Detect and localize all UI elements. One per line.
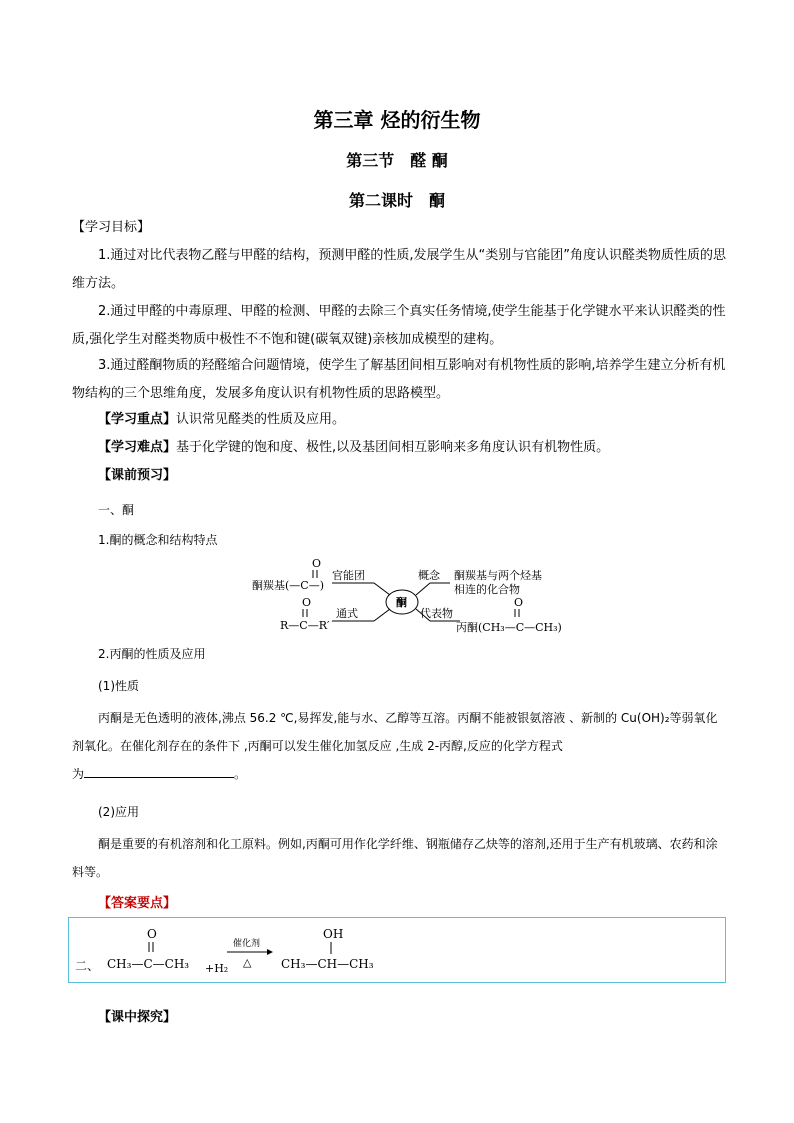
product-oh: OH [323,927,344,941]
reaction-equation [69,918,725,982]
arrow-head [267,949,273,955]
fg-line-b [374,583,390,595]
part1-heading: 一、酮 [98,503,135,517]
sub2a-heading: (1)性质 [98,679,139,693]
sub2-heading: 2.丙酮的性质及应用 [98,647,206,661]
difficulty-text: 基于化学键的饱和度、极性,以及基团间相互影响来多角度认识有机物性质。 [176,440,610,455]
catalyst-label: 催化剂 [233,939,261,949]
acetone-formula: 丙酮(CH₃—C—CH₃) [456,621,562,634]
ketone-concept-diagram [250,555,570,637]
lesson-title: 第二课时 酮 [348,191,445,210]
section-title: 第三节 醛 酮 [346,151,448,170]
general-formula: R—C—R′ [280,619,330,632]
equation-blank-line [72,760,726,788]
objective-2: 2.通过甲醛的中毒原理、甲醛的检测、甲醛的去除三个真实任务情境,使学生能基于化学键水平来认识醛类的性质,强化学生对醛类物质中极性不不饱和键(碳氧双键)亲核加成模型的建构。 [72,304,726,347]
center-label: 酮 [396,596,407,609]
sub1-heading: 1.酮的概念和结构特点 [98,533,218,547]
carbonyl-label: 酮羰基(—C—) [252,579,324,592]
concept-label: 概念 [418,569,440,582]
inclass-heading: 【课中探究】 [98,1010,177,1025]
sub2b-heading: (2)应用 [98,805,139,819]
concept-line-a [416,583,430,595]
equation-suffix: 。 [234,767,247,781]
answer-prefix: 二、 [75,959,100,973]
hydrogen: +H₂ [205,962,229,975]
focus-line [72,406,726,434]
functional-group-label: 官能团 [332,569,365,582]
answer-box [68,917,726,983]
focus-text: 认识常见醛类的性质及应用。 [176,412,346,427]
concept-text-1: 酮羰基与两个烃基 [454,569,542,582]
reactant-o: O [147,927,157,941]
acetone-o: O [514,596,524,609]
product-formula: CH₃—CH—CH₃ [281,957,374,971]
reactant-formula: CH₃—C—CH₃ [107,957,190,971]
objective-3: 3.通过醛酮物质的羟醛缩合问题情境，使学生了解基团间相互影响对有机物性质的影响,培养学生建立分析有机物结构的三个思维角度，发展多角度认识有机物性质的思路模型。 [72,358,726,401]
objectives-heading: 【学习目标】 [72,220,151,235]
heat-label: △ [243,956,252,969]
carbonyl-o: O [312,557,322,570]
concept-text-2: 相连的化合物 [454,583,520,596]
properties-text: 丙酮是无色透明的液体,沸点 56.2 ℃,易挥发,能与水、乙醇等互溶。丙酮不能被银氨溶液 、新制的 Cu(OH)₂等弱氧化剂氧化。在催化剂存在的条件下 ,丙酮可以发生催化加氢反应 ,生成 2-丙醇,反应的化学方程式 [72,711,718,753]
application-text: 酮是重要的有机溶剂和化工原料。例如,丙酮可用作化学纤维、钢瓶储存乙炔等的溶剂,还用于生产有机玻璃、农药和涂料等。 [72,837,718,879]
equation-blank[interactable] [84,763,234,778]
chapter-title: 第三章 烃的衍生物 [313,108,481,132]
answer-heading: 【答案要点】 [98,896,177,911]
equation-prefix: 为 [72,767,85,781]
gen-line-b [374,609,390,621]
difficulty-line [72,434,726,462]
representative-label: 代表物 [420,607,453,620]
general-label: 通式 [336,607,358,620]
difficulty-label: 【学习难点】 [98,440,177,455]
general-o: O [302,596,312,609]
focus-label: 【学习重点】 [98,412,177,427]
objective-1: 1.通过对比代表物乙醛与甲醛的结构，预测甲醛的性质,发展学生从“类别与官能团”角度认识醛类物质性质的思维方法。 [72,248,727,291]
preview-heading: 【课前预习】 [98,468,177,483]
